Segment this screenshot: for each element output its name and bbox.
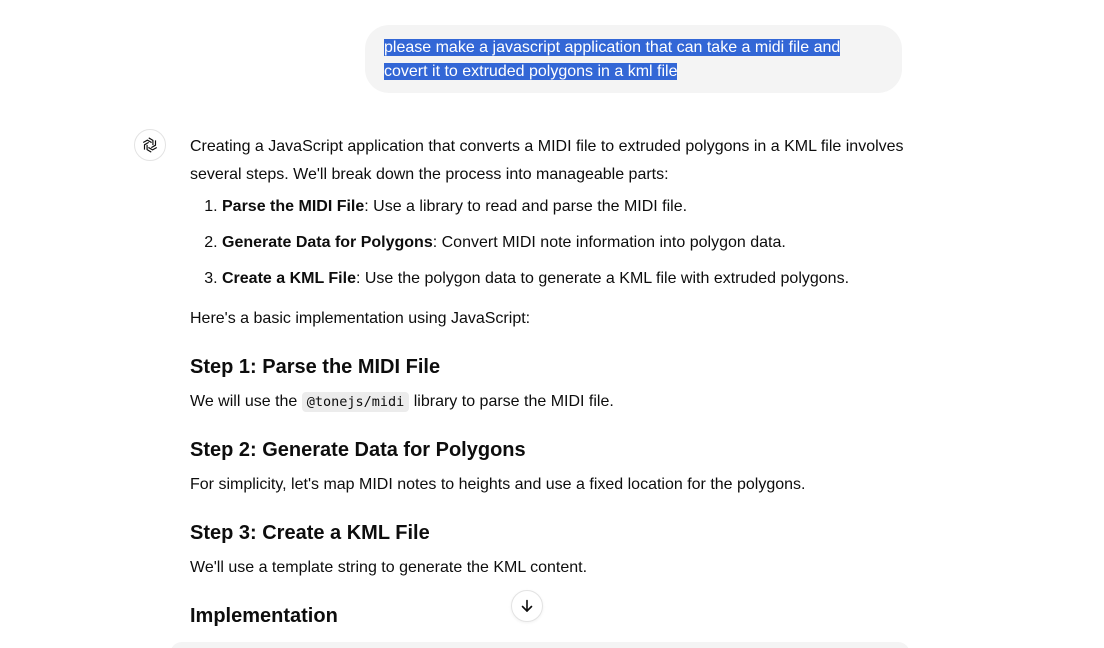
step-1-paragraph (190, 388, 910, 416)
step-2-title: Generate Data for Polygons (222, 234, 433, 251)
step-1-title: Parse the MIDI File (222, 198, 365, 215)
implementation-heading: Implementation (190, 605, 338, 627)
step-2-heading: Step 2: Generate Data for Polygons (190, 439, 526, 461)
list-item (222, 265, 910, 293)
arrow-down-icon (519, 598, 535, 614)
step-1-text: : Use a library to read and parse the MIDI file. (364, 198, 688, 215)
basic-implementation-text: Here's a basic implementation using JavaScript: (190, 310, 531, 327)
step-2-text: : Convert MIDI note information into polygon data. (432, 234, 786, 251)
inline-code: @tonejs/midi (302, 392, 410, 412)
assistant-intro: Creating a JavaScript application that converts a MIDI file to extruded polygons in a KML file involves several steps. We'll break down the process into manageable parts: (190, 138, 904, 183)
user-message-line-2: covert it to extruded polygons in a kml file (384, 63, 678, 80)
step-2-paragraph: For simplicity, let's map MIDI notes to heights and use a fixed location for the polygons. (190, 476, 806, 493)
assistant-avatar (134, 129, 166, 161)
step-1-heading: Step 1: Parse the MIDI File (190, 356, 441, 378)
list-item (222, 229, 910, 257)
step-1-after: library to parse the MIDI file. (409, 393, 614, 410)
step-3-paragraph: We'll use a template string to generate the KML content. (190, 559, 588, 576)
assistant-message (190, 133, 910, 637)
scroll-to-bottom-button[interactable] (511, 590, 543, 622)
step-3-text: : Use the polygon data to generate a KML file with extruded polygons. (355, 270, 850, 287)
step-3-heading: Step 3: Create a KML File (190, 522, 430, 544)
steps-list (190, 193, 910, 293)
user-message-text (384, 36, 854, 84)
openai-logo-icon (140, 135, 160, 155)
step-3-title: Create a KML File (222, 270, 356, 287)
user-message-line-1: please make a javascript application that can take a midi file and (384, 39, 841, 56)
step-1-before: We will use the (190, 393, 302, 410)
composer-top-edge (170, 642, 910, 648)
list-item (222, 193, 910, 221)
